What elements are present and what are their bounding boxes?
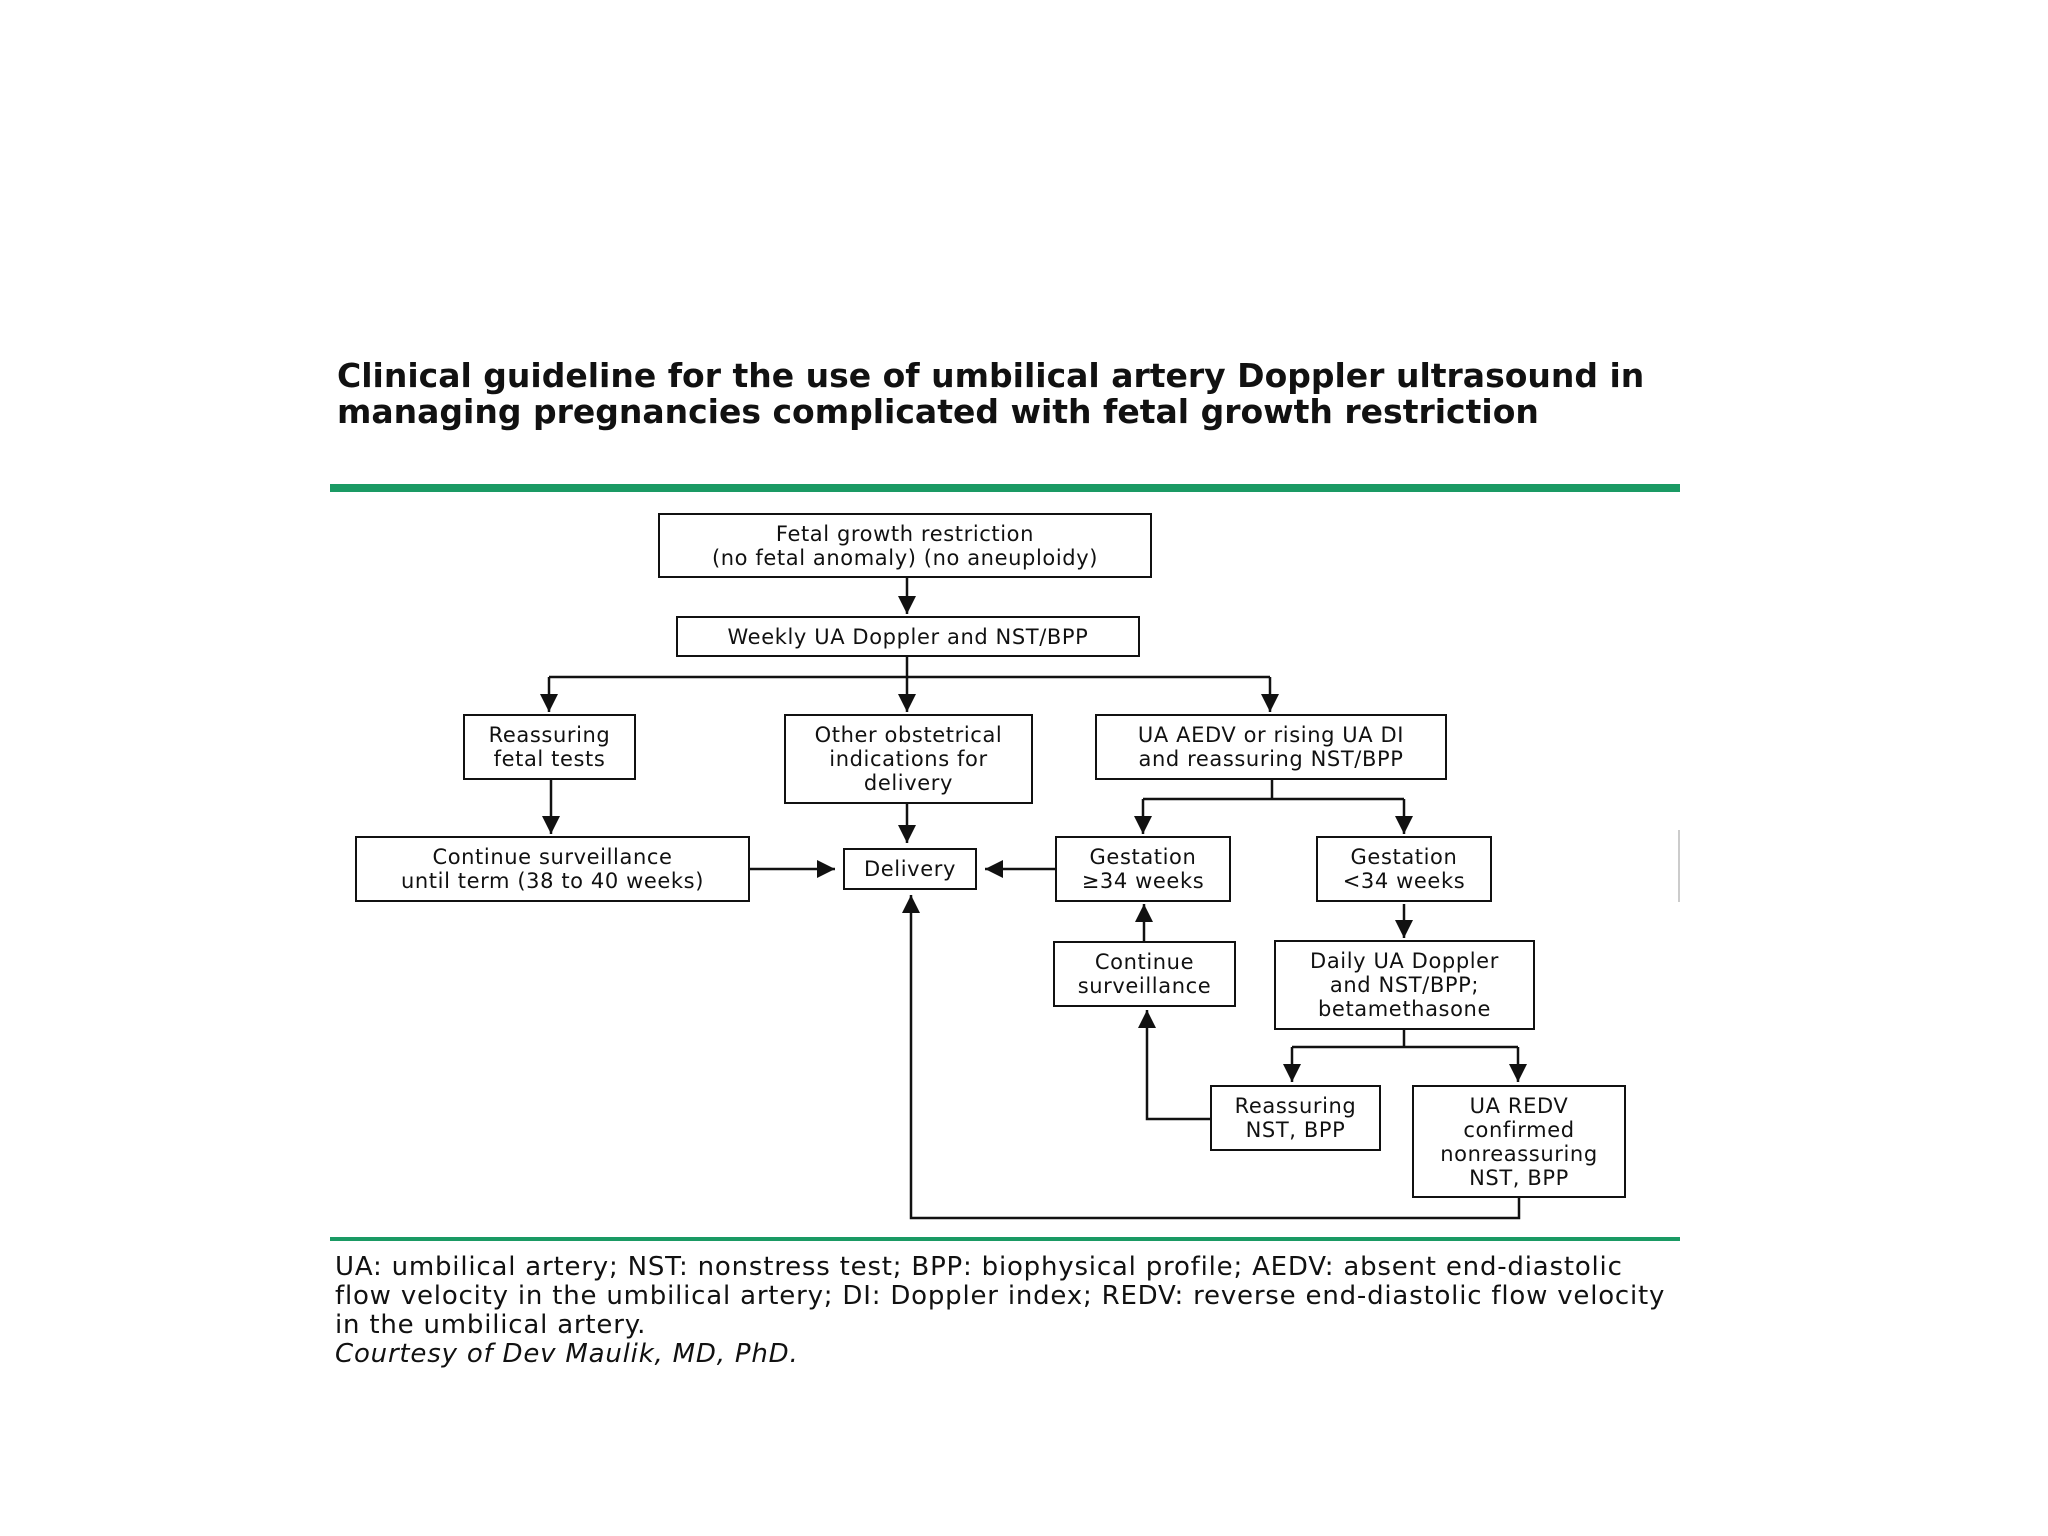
node-gestation-ge34: Gestation ≥34 weeks [1055, 836, 1231, 902]
node-other-obstetrical-indications: Other obstetrical indications for delivery [784, 714, 1033, 804]
figure-title: Clinical guideline for the use of umbilical artery Doppler ultrasound in managing pregnancies complicated with fetal growth restriction [337, 356, 1645, 431]
node-fetal-growth-restriction: Fetal growth restriction (no fetal anomaly) (no aneuploidy) [658, 513, 1152, 578]
node-ua-redv-confirmed: UA REDV confirmed nonreassuring NST, BPP [1412, 1085, 1626, 1198]
bottom-divider [330, 1237, 1680, 1241]
node-continue-surveillance: Continue surveillance [1053, 941, 1236, 1007]
node-daily-ua-doppler: Daily UA Doppler and NST/BPP; betamethasone [1274, 940, 1535, 1030]
node-reassuring-nst-bpp: Reassuring NST, BPP [1210, 1085, 1381, 1151]
edge-artifact [1678, 830, 1680, 902]
node-continue-surveillance-term: Continue surveillance until term (38 to 40 weeks) [355, 836, 750, 902]
node-reassuring-fetal-tests: Reassuring fetal tests [463, 714, 636, 780]
edge-reassuringnst-continue [1147, 1010, 1210, 1119]
node-ua-aedv-rising-di: UA AEDV or rising UA DI and reassuring NST/BPP [1095, 714, 1447, 780]
footnote-abbreviations: UA: umbilical artery; NST: nonstress test; BPP: biophysical profile; AEDV: absent end-diastolic flow velocity in the umbilical artery; DI: Doppler index; REDV: reverse end-diastolic flow velocity in the umbilical artery. [335, 1252, 1666, 1340]
footnote [335, 1253, 1680, 1369]
node-delivery: Delivery [843, 848, 977, 890]
footnote-credit: Courtesy of Dev Maulik, MD, PhD. [335, 1339, 799, 1369]
node-weekly-ua-doppler: Weekly UA Doppler and NST/BPP [676, 616, 1140, 657]
node-gestation-lt34: Gestation <34 weeks [1316, 836, 1492, 902]
